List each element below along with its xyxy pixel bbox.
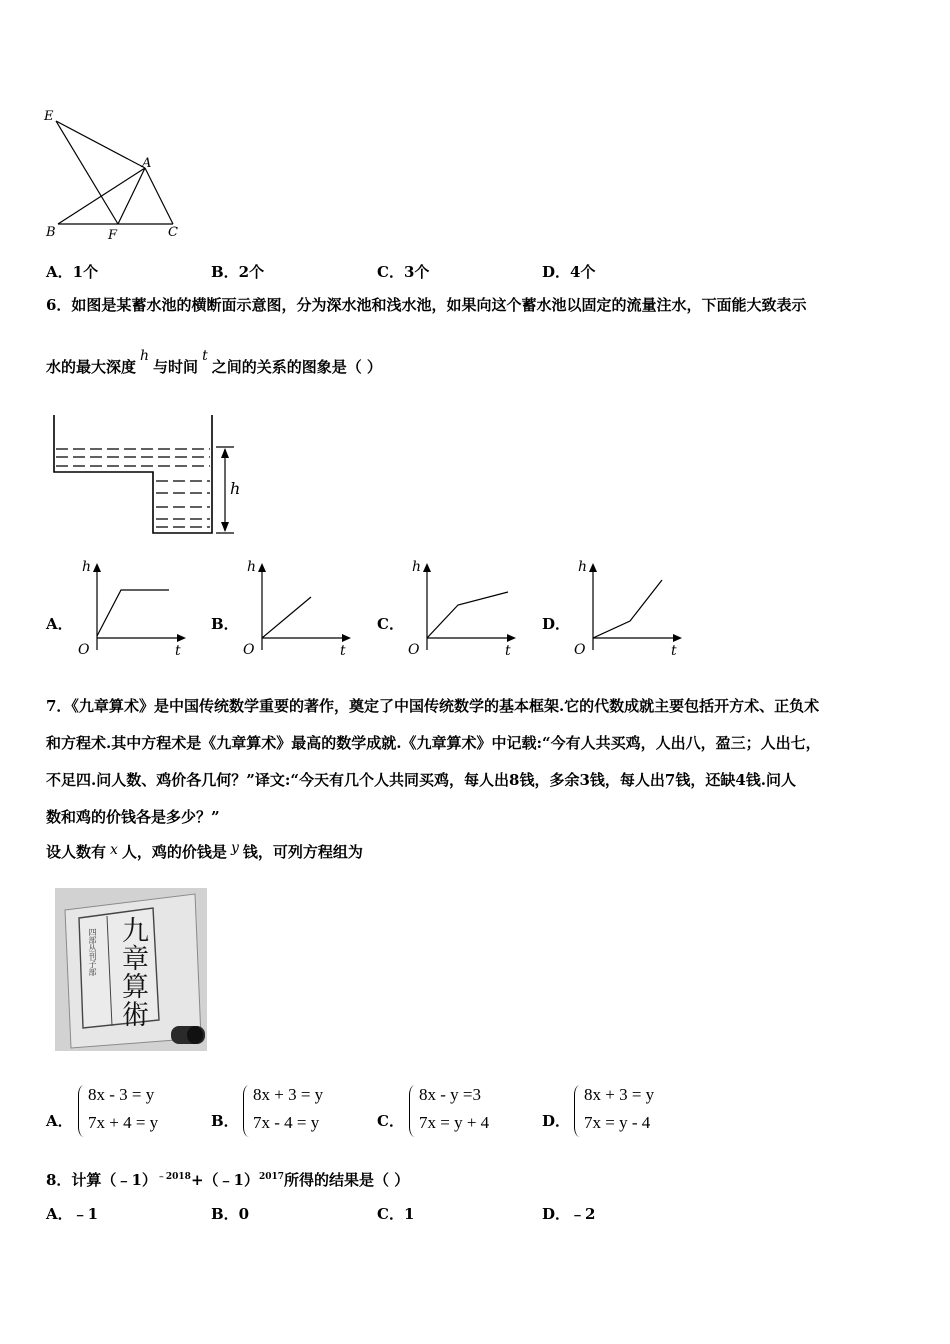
brace-icon — [243, 1085, 250, 1137]
var-h: h — [140, 348, 150, 364]
q5-option-d[interactable]: D．4个 — [542, 263, 596, 281]
brace-icon — [78, 1085, 85, 1137]
q8-option-c[interactable]: C．1 — [377, 1205, 415, 1223]
q6-option-d[interactable]: D． — [542, 615, 571, 633]
q6-graph-b[interactable] — [235, 555, 355, 660]
q8-middle: +（﹣1） — [190, 1171, 259, 1189]
equation-2: 7x + 4 = y — [88, 1113, 159, 1132]
equation-1: 8x + 3 = y — [253, 1085, 324, 1104]
graph-a-y-label: h — [82, 559, 92, 575]
graph-d-x-label: t — [671, 643, 677, 659]
equation-2: 7x - 4 = y — [253, 1113, 320, 1132]
book-title: 九章算術 — [117, 916, 148, 1028]
q7-option-d-letter[interactable]: D． — [542, 1112, 571, 1130]
q7-stem-text-2: 人，鸡的价钱是 — [121, 843, 227, 861]
var-t: t — [202, 348, 208, 364]
q7-stem-line5 — [46, 842, 363, 863]
label-a: A — [142, 156, 152, 171]
label-b: B — [46, 225, 56, 240]
equation-2: 7x = y + 4 — [419, 1113, 490, 1132]
q7-stem-text-3: 钱，可列方程组为 — [242, 843, 363, 861]
q7-option-a-letter[interactable]: A． — [46, 1112, 73, 1130]
label-f: F — [108, 228, 118, 242]
q6-graph-a[interactable] — [70, 555, 190, 660]
q5-option-a[interactable]: A．1个 — [46, 263, 99, 281]
q6-stem-line1: 6．如图是某蓄水池的横断面示意图，分为深水池和浅水池，如果向这个蓄水池以固定的流量注水，下面能大致表示 — [46, 296, 807, 314]
q7-stem-line4: 数和鸡的价钱各是多少？” — [46, 808, 220, 826]
q6-graph-c[interactable] — [400, 555, 525, 660]
book-side-text: 四部丛刊子部 — [88, 928, 97, 976]
q6-option-c[interactable]: C． — [377, 615, 404, 633]
q7-stem-line3: 不足四.问人数、鸡价各几何？”译文:“今天有几个人共同买鸡，每人出8钱，多余3钱，每人出7钱，还缺4钱.问人 — [46, 771, 796, 789]
q6-option-a[interactable]: A． — [46, 615, 73, 633]
q8-exponent-2: 2017 — [258, 1172, 285, 1182]
q8-stem — [46, 1167, 409, 1190]
q7-option-c-letter[interactable]: C． — [377, 1112, 404, 1130]
graph-c-x-label: t — [505, 643, 511, 659]
equation-1: 8x - y =3 — [419, 1085, 481, 1104]
q8-option-a[interactable]: A．﹣1 — [46, 1205, 99, 1223]
graph-a-origin: O — [78, 642, 90, 658]
q7-option-b-letter[interactable]: B． — [211, 1112, 239, 1130]
graph-d-y-label: h — [578, 559, 588, 575]
q8-prefix: 8．计算（﹣1） — [46, 1171, 157, 1189]
brace-icon — [409, 1085, 416, 1137]
graph-c-origin: O — [408, 642, 420, 658]
q6-option-b[interactable]: B． — [211, 615, 239, 633]
q8-exponent-1: ﹣2018 — [156, 1172, 191, 1182]
tank-h-label: h — [230, 479, 241, 498]
q7-stem-line1: 7．《九章算术》是中国传统数学重要的著作，奠定了中国传统数学的基本框架.它的代数成就主要包括开方术、正负术 — [46, 697, 820, 715]
label-e: E — [44, 109, 54, 124]
q7-stem-line2: 和方程术.其中方程术是《九章算术》最高的数学成就.《九章算术》中记载:“今有人共买鸡，人出八，盈三；人出七， — [46, 734, 821, 752]
equation-1: 8x - 3 = y — [88, 1085, 155, 1104]
q8-option-b[interactable]: B．0 — [211, 1205, 250, 1223]
label-c: C — [168, 225, 178, 240]
equation-1: 8x + 3 = y — [584, 1085, 655, 1104]
q6-stem-text-1: 水的最大深度 — [46, 358, 137, 376]
graph-b-x-label: t — [340, 643, 346, 659]
q8-suffix: 所得的结果是（ ） — [284, 1171, 410, 1189]
q5-option-b[interactable]: B．2个 — [211, 263, 265, 281]
var-x: x — [110, 842, 118, 858]
q5-option-c[interactable]: C．3个 — [377, 263, 430, 281]
brace-icon — [574, 1085, 581, 1137]
var-y: y — [230, 840, 239, 856]
equation-2: 7x = y - 4 — [584, 1113, 651, 1132]
graph-a-x-label: t — [175, 643, 181, 659]
q6-stem-text-2: 与时间 — [153, 358, 199, 376]
jiuzhang-suanshu-book-image — [55, 888, 207, 1051]
q5-triangle-figure — [40, 102, 190, 242]
q8-option-d[interactable]: D．﹣2 — [542, 1205, 596, 1223]
graph-b-origin: O — [243, 642, 255, 658]
graph-c-y-label: h — [412, 559, 422, 575]
q6-stem-line2 — [46, 348, 382, 378]
q6-graph-d[interactable] — [566, 555, 686, 660]
q6-reservoir-diagram — [50, 413, 260, 538]
graph-d-origin: O — [574, 642, 586, 658]
q6-stem-text-3: 之间的关系的图象是（ ） — [211, 358, 382, 376]
q7-stem-text-1: 设人数有 — [46, 843, 107, 861]
graph-b-y-label: h — [247, 559, 257, 575]
